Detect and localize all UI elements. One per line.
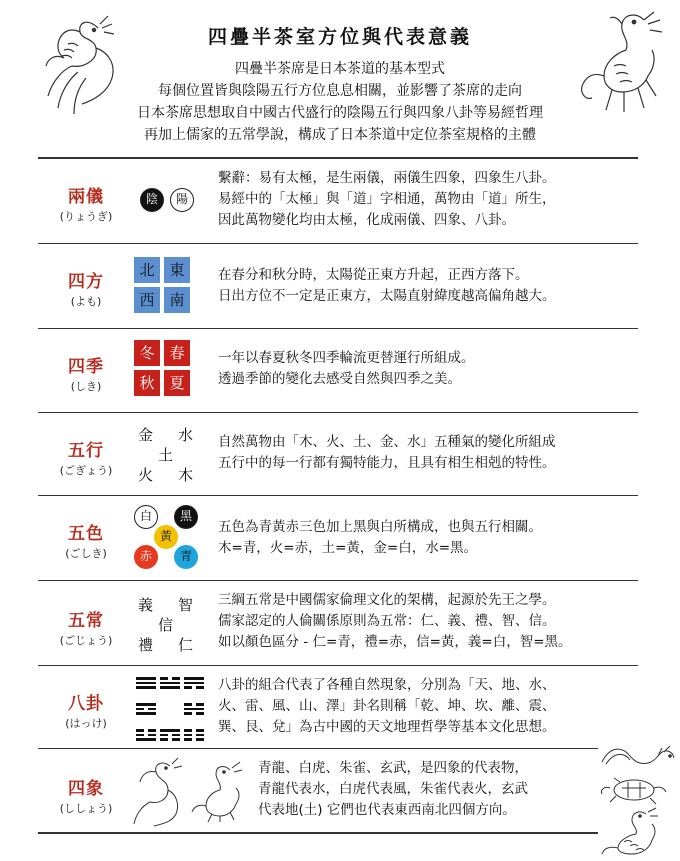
intro-line: 四疊半茶席是日本茶道的基本型式 [235,61,445,77]
trigram-xun-icon [184,677,204,691]
divider [38,412,638,413]
desc-line: 火、雷、風、山、澤」卦名則稱「乾、坤、坎、離、震、 [218,698,556,714]
desc-line: 透過季節的變化去感受自然與四季之美。 [218,371,461,387]
desc-line: 因此萬物變化均由太極，化成兩儀、四象、八卦。 [218,212,515,228]
row-label-kana: (ごじょう) [59,634,113,647]
row-label-kana: (ごぎょう) [59,464,113,477]
trigrams-symbol [134,675,218,745]
five-elements-symbol [134,422,218,488]
desc-line: 五色為青黃赤三色加上黑與白所構成，也與五行相關。 [218,519,542,535]
row-label-main: 四季 [68,357,104,377]
trigram-qian-icon [136,677,156,691]
trigram-kan-icon [184,703,204,717]
row-wuse [38,497,638,579]
desc-line: 木=青，火=赤，土=黃，金=白，水=黑。 [218,540,478,556]
white-circle: 白 [134,505,158,529]
row-description [218,590,638,653]
row-label-main: 五行 [68,441,104,461]
row-description [258,758,598,821]
row-label [38,774,134,816]
intro-line: 再加上儒家的五常學說，構成了日本茶道中定位茶室規格的主體 [144,127,536,143]
wisdom-char: 智 [178,596,194,614]
row-label-main: 五常 [68,611,104,631]
desc-line: 如以顏色區分 - 仁=青，禮=赤，信=黃，義=白，智=黑。 [218,634,572,650]
row-siji [38,330,638,412]
desc-line: 三綱五常是中國儒家倫理文化的架構，起源於先王之學。 [218,592,556,608]
row-label [38,352,134,394]
winter-square: 冬 [134,340,160,366]
row-label [38,606,134,648]
yellow-circle: 黃 [154,525,178,549]
west-square: 西 [134,287,160,313]
yang-circle: 陽 [170,188,194,212]
autumn-square: 秋 [134,370,160,396]
row-label-main: 兩儀 [68,187,104,207]
divider [38,328,638,329]
righteousness-char: 義 [138,596,154,614]
red-circle: 赤 [134,545,158,569]
row-label-main: 四象 [68,779,104,799]
row-wuchang [38,582,638,664]
divider [38,580,638,581]
divider [38,748,598,749]
row-label-kana: (ごしき) [65,547,107,560]
propriety-char: 禮 [138,636,154,654]
row-description [218,348,638,390]
row-label-main: 四方 [68,272,104,292]
desc-line: 五行中的每一行都有獨特能力，且具有相生相剋的特性。 [218,455,556,471]
row-bagua [38,667,638,747]
divider [38,665,638,666]
desc-line: 儒家認定的人倫關係原則為五常：仁、義、禮、智、信。 [218,613,556,629]
row-sixiang [38,750,638,832]
row-label-kana: (はっけ) [65,717,107,730]
trigram-kun-icon [184,729,204,743]
intro-line: 日本茶席思想取自中國古代盛行的陰陽五行與四象八卦等易經哲理 [137,105,543,121]
desc-line: 一年以春夏秋冬四季輪流更替運行所組成。 [218,350,475,366]
row-description [218,675,638,738]
row-description [218,265,638,307]
row-label [38,689,134,731]
trigram-li-icon [136,703,156,717]
row-label [38,519,134,561]
desc-line: 青龍、白虎、朱雀、玄武，是四象的代表物， [258,760,528,776]
divider [38,243,638,244]
trigram-gen-icon [160,729,180,743]
cyan-circle: 青 [174,545,198,569]
row-label-main: 五色 [68,524,104,544]
summer-square: 夏 [164,370,190,396]
south-square: 南 [164,287,190,313]
row-description [218,517,638,559]
row-label-kana: (ししょう) [59,802,113,815]
row-label [38,182,134,224]
row-label-kana: (しき) [70,380,102,393]
desc-line: 繫辭：易有太極，是生兩儀，兩儀生四象，四象生八卦。 [218,170,556,186]
metal-char: 金 [138,426,154,444]
row-label-kana: (りょうぎ) [59,210,113,223]
row-sifang [38,245,638,327]
desc-line: 八卦的組合代表了各種自然現象，分別為「天、地、水、 [218,677,556,693]
yin-circle: 陰 [140,188,164,212]
wood-char: 木 [178,466,194,484]
divider [38,495,638,496]
intro-text [0,58,680,146]
four-directions-symbol [134,257,218,317]
five-virtues-symbol [134,592,218,658]
spring-square: 春 [164,340,190,366]
tiger-icon [596,806,668,856]
desc-line: 易經中的「太極」與「道」字相通，萬物由「道」所生， [218,191,556,207]
phoenix-icon [130,756,190,828]
divider [38,832,598,834]
trigram-dui-icon [160,677,180,691]
row-label-kana: (よも) [70,295,102,308]
north-square: 北 [134,257,160,283]
desc-line: 自然萬物由「木、火、土、金、水」五種氣的變化所組成 [218,434,556,450]
benevolence-char: 仁 [178,636,194,654]
desc-line: 在春分和秋分時，太陽從正東方升起，正西方落下。 [218,267,529,283]
desc-line: 巽、艮、兌」為古中國的天文地理哲學等基本文化思想。 [218,719,556,735]
row-wuxing [38,414,638,494]
trigram-zhen-icon [136,729,156,743]
water-char: 水 [178,426,194,444]
divider [38,157,638,159]
row-label-main: 八卦 [68,694,104,714]
desc-line: 日出方位不一定是正東方，太陽直射緯度越高偏角越大。 [218,288,556,304]
desc-line: 代表地(土) 它們也代表東西南北四個方向。 [258,802,516,818]
trust-char: 信 [158,616,174,634]
row-liangyi [38,160,638,242]
black-circle: 黑 [174,505,198,529]
intro-line: 每個位置皆與陰陽五行方位息息相關，並影響了茶席的走向 [158,83,522,99]
tortoise-icon [598,770,670,806]
east-square: 東 [164,257,190,283]
qilin-icon [190,760,248,822]
desc-line: 青龍代表水，白虎代表風，朱雀代表火，玄武 [258,781,528,797]
earth-char: 土 [158,446,174,464]
yin-yang-symbol [134,188,218,218]
five-colors-symbol [134,505,218,575]
row-label [38,436,134,478]
row-label [38,267,134,309]
row-description [218,168,638,231]
fire-char: 火 [138,466,154,484]
page-title: 四疊半茶室方位與代表意義 [207,26,472,48]
four-seasons-symbol [134,340,218,400]
row-description [218,432,638,474]
